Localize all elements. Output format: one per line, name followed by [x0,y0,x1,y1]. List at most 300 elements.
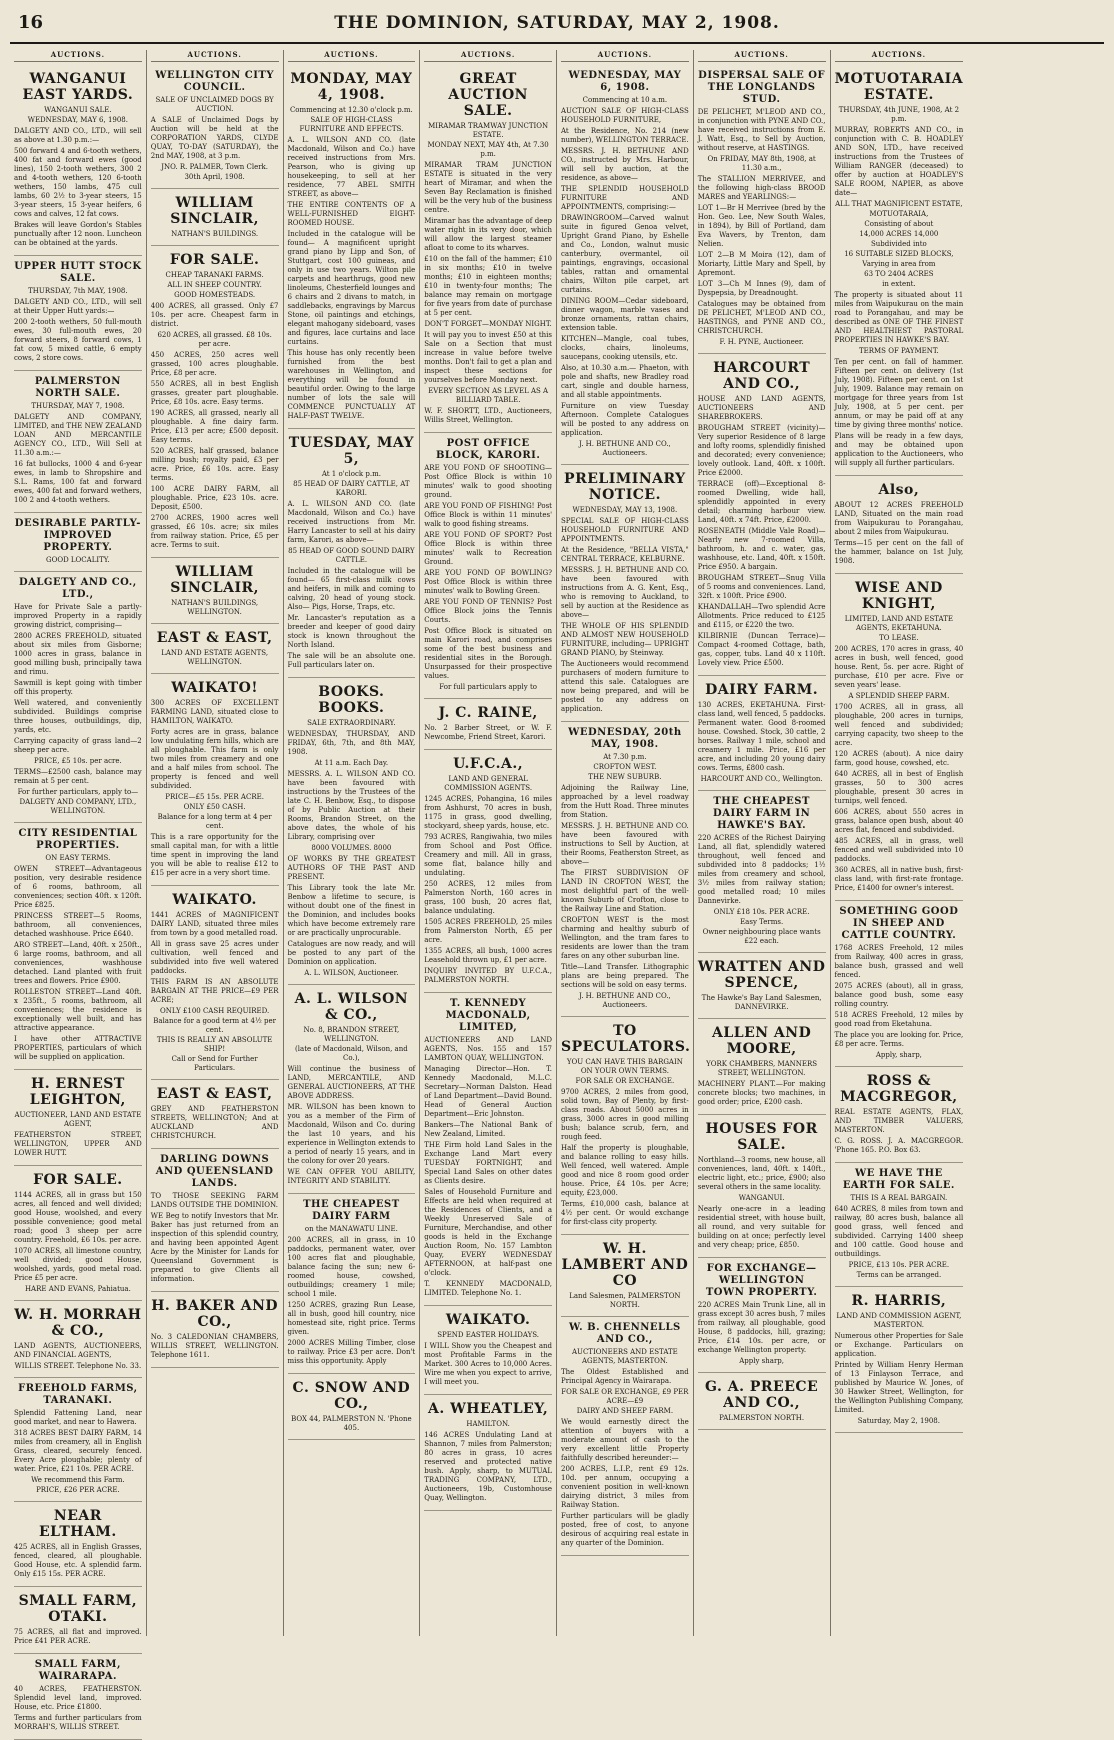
ad-text: Plans will be ready in a few days, and may be obtained upon application to the Auctioneers, who will supply all further particulars. [834,432,964,467]
ad-text: MIRAMAR TRAMWAY JUNCTION ESTATE. [428,122,549,139]
ad-title: FOR SALE. [33,1172,123,1188]
advertisement [835,901,964,1067]
ad-text: J. H. BETHUNE AND CO., Auctioneers. [578,992,671,1009]
ad-text: NATHAN'S BUILDINGS, WELLINGTON. [171,599,259,616]
advertisement [14,1070,142,1166]
ad-text: On FRIDAY, MAY 8th, 1908, at 11.30 a.m., [707,155,816,172]
ad-text: SALE OF UNCLAIMED DOGS BY AUCTION. [155,96,274,113]
ad-text: A. L. WILSON AND CO. (late Macdonald, Wilson and Co.) have received instructions from Mr. Harry Lancaster to sell at his dairy farm, Karori, as above— [287,500,416,544]
ad-title: FREEHOLD FARMS, TARANAKI. [18,1383,138,1406]
ad-text: TERMS OF PAYMENT. [858,347,939,355]
ad-text: ALL THAT MAGNIFICENT ESTATE, [835,200,963,208]
advertisement [561,1017,689,1235]
ad-text: Mr. Lancaster's reputation as a breeder and keeper of good dairy stock is known throughout the North Island. [287,614,416,649]
ad-text: At the Residence, "BELLA VISTA," CENTRAL TERRACE, KELBURNE. [561,546,689,563]
ad-text: 640 ACRES, 8 miles from town and railway, 80 acres bush, balance all good grass, well fenced and subdivided. Carrying 1400 sheep and 100 cattle. Good house and outbuildings. [834,1205,964,1258]
ad-title: THE CHEAPEST DAIRY FARM [303,1199,400,1222]
ad-text: WILLIS STREET. Telephone No. 33. [14,1362,142,1370]
ad-text: 16 fat bullocks, 1000 4 and 6-year ewes, in lamb to Shropshire and S.L. Rams, 100 fat and forward ewes, 400 fat and forward wethers, 100 2 and 4-tooth wethers. [14,460,142,504]
ad-text: FEATHERSTON STREET, WELLINGTON, UPPER AND LOWER HUTT. [14,1131,142,1157]
ad-text: Owner neighbouring place wants £22 each. [702,928,821,945]
ad-text: No. 8, BRANDON STREET, WELLINGTON. [303,1026,400,1043]
advertisement [151,246,279,558]
ad-text: Brakes will leave Gordon's Stables punctually after 12 noon. Luncheon can be obtained at the yards. [14,221,142,247]
ad-title: J. C. RAINE, [438,705,538,721]
ad-text: THE NEW SUBURB. [588,773,662,781]
column-header: AUCTIONS. [151,50,279,62]
ad-text: We recommend this Farm. [31,1476,125,1484]
advertisement [561,1317,689,1556]
ad-text: At 1 o'clock p.m. [321,470,381,478]
ad-title: EAST & EAST, [156,1086,273,1102]
advertisement [561,465,689,722]
advertisement [698,1258,826,1373]
ad-text: WEDNESDAY, MAY 13, 1908. [572,506,678,514]
ad-text: 300 ACRES OF EXCELLENT FARMING LAND, situated close to HAMILTON, WAIKATO. [150,699,279,725]
ad-text: MONDAY NEXT, MAY 4th, At 7.30 p.m. [427,141,549,158]
ad-text: REAL ESTATE AGENTS, FLAX, AND TIMBER VALUERS, MASTERTON. [834,1108,964,1134]
ad-text: THE ENTIRE CONTENTS OF A WELL-FURNISHED EIGHT-ROOMED HOUSE. [287,201,416,227]
ad-title: W. B. CHENNELLS AND CO., [568,1322,681,1345]
column-header: AUCTIONS. [424,50,552,62]
ad-text: Land Salesmen, PALMERSTON NORTH. [569,1292,681,1309]
ad-text: PRICE, £26 PER ACRE. [36,1486,120,1494]
advertisement [14,256,142,371]
ad-text: Sawmill is kept going with timber off this property. [14,679,142,696]
advertisement [14,1502,142,1587]
ad-text: YORK CHAMBERS, MANNERS STREET, WELLINGTON. [706,1060,818,1077]
advertisement [151,1080,279,1149]
ad-title: HOUSES FOR SALE. [705,1121,818,1153]
ad-text: Balance for a long term at 4 per cent. [157,813,272,830]
ad-text: It will pay you to invest £50 at this Sale on a Section that must increase in value before twelve months. Don't fail to get a plan and inspect these sections for yourselves before Monday next. [424,331,552,384]
ad-text: 63 TO 2404 ACRES [864,270,934,278]
ad-text: WE CAN OFFER YOU ABILITY, INTEGRITY AND STABILITY. [287,1168,416,1185]
ad-text: THURSDAY, 4th JUNE, 1908, At 2 p.m. [838,106,960,123]
ad-text: Terms—15 per cent on the fall of the hammer, balance on 1st July, 1908. [834,539,964,565]
advertisement [424,1395,552,1511]
ad-text: 500 forward 4 and 6-tooth wethers, 400 fat and forward ewes (good lines), 150 2-tooth wethers, 300 2 and 4-tooth wethers, 120 6-tooth wethers, 150 lambs, 475 cull lambs, 60 2½ to 3-year steers, 15 3-year steers, 15 3-year heifers, 6 cows and calves, 12 fat cows. [14,147,142,218]
advertisement [424,433,552,699]
ad-text: ARE YOU FOND OF SPORT? Post Office Block is within three minutes' walk to Recreation Ground. [424,531,552,566]
ad-text: 640 ACRES, all in best of English grasses, 50 to 300 acres ploughable, present 30 acres in turnips, well fenced. [834,770,964,805]
ad-title: SMALL FARM, OTAKI. [18,1593,138,1625]
ad-title: TO SPECULATORS. [561,1023,691,1055]
ad-text: NATHAN'S BUILDINGS. [171,230,259,238]
ad-text: Apply, sharp, [875,1051,922,1059]
ad-title: WAIKATO! [171,680,258,696]
ad-text: 520 ACRES, half grassed, balance milling bush; royalty paid, £3 per acre. Price, £6 10s. acre. Easy terms. [150,447,279,482]
ad-text: MACHINERY PLANT.—For making concrete blocks; two machines, in good order; price, £200 cash. [697,1080,826,1106]
ad-text: HARE AND EVANS, Pahiatua. [24,1285,131,1293]
ad-title: ALLEN AND MOORE, [712,1025,812,1057]
ad-title: DISPERSAL SALE OF THE LONGLANDS STUD. [698,70,826,105]
ad-text: DRAWINGROOM—Carved walnut suite in figured Genoa velvet, Upright Grand Piano, by Eshelle and Co., London, walnut music canterbury, overmantel, oil paintings, engravings, occasional tables, rattan and ornamental chairs, Wilton pile carpet, art curtains. [561,214,689,294]
column-header: AUCTIONS. [835,50,964,62]
ad-text: Miramar has the advantage of deep water right in its very door, which will allow the largest steamer afloat to come to its wharves. [424,217,552,252]
ad-text: Furniture on view Tuesday Afternoon. Complete Catalogues will be posted to any address on application. [561,402,689,437]
advertisement-columns [10,50,1104,1731]
ad-title: HARCOURT AND CO., [713,360,811,392]
advertisement [14,371,142,513]
ad-text: 120 ACRES (about). A nice dairy farm, good house, cowshed, etc. [834,750,964,767]
advertisement [288,1194,416,1374]
ad-title: MOTUOTARAIA ESTATE. [834,71,964,103]
advertisement [14,823,142,1070]
ad-text: 16 SUITABLE SIZED BLOCKS, [844,250,954,258]
ad-text: KILBIRNIE (Duncan Terrace)—Compact 4-roomed Cottage, bath, gas, copper, tubs. Land 40 x 110ft. Lovely view. Price £500. [697,632,826,667]
ad-text: Varying in area from [862,260,936,268]
ad-text: We would earnestly direct the attention of buyers with a moderate amount of cash to the very excellent little Property faithfully described hereunder:— [561,1418,689,1462]
ad-text: 220 ACRES of the Richest Dairying Land, all flat, splendidly watered throughout, well fenced and subdivided into 8 paddocks; 1½ miles from creamery and school, 3½ miles from railway station; good metalled road; 10 miles Dannevirke. [697,834,826,905]
advertisement [424,993,552,1306]
ad-title: THE CHEAPEST DAIRY FARM IN HAWKE'S BAY. [713,796,811,831]
ad-text: The place you are looking for. Price, £8 per acre. Terms. [834,1031,964,1048]
ad-text: LOT 3—Ch M Innes (9), dam of Dyspepsia, by Dreadnought. [697,280,826,297]
ad-text: AUCTIONEER, LAND AND ESTATE AGENT, [14,1111,142,1128]
column-1 [10,50,147,1731]
ad-text: MESSRS. A. L. WILSON AND CO. have been favoured with instructions by the Trustees of the late C. H. Benbow, Esq., to dispose of by Public Auction at their Rooms, Brandon Street, on the above dates, the whole of his Library, comprising over [287,770,416,841]
ad-text: I have other ATTRACTIVE PROPERTIES, particulars of which will be supplied on application. [14,1035,142,1061]
ad-text: HOUSE AND LAND AGENTS, AUCTIONEERS AND SHAREBROKERS. [697,395,826,421]
ad-text: ONLY £50 CASH. [183,803,246,811]
ad-text: A. L. WILSON AND CO. (late Macdonald, Wilson and Co.) have received instructions from Mrs. Pearson, who is giving up housekeeping, to sell at her residence, 77 ABEL SMITH STREET, as above— [287,136,416,198]
ad-text: £10 on the fall of the hammer; £10 in six months; £10 in twelve months; £10 in eighteen months; £10 in twenty-four months; The balance may remain on mortgage for five years from date of purchase at 5 per cent. [424,255,552,317]
ad-text: MURRAY, ROBERTS AND CO., in conjunction with C. B. HOADLEY AND SON, LTD., have received instructions from the Trustees of William RANGER (deceased) to offer by auction at HOADLEY'S SALE ROOM, NAPIER, as above date— [834,126,964,197]
ad-text: WANGANUI. [738,1194,785,1202]
ad-text: Post Office Block is situated on main Karori road, and comprises some of the best business and residential sites in the Borough. Unsurpassed for their prospective values. [424,627,552,680]
ad-text: PRINCESS STREET—5 Rooms, bathroom, all conveniences, detached washhouse. Price £640. [14,912,142,938]
ad-text: 318 ACRES BEST DAIRY FARM, 14 miles from creamery, all in English Grass, cleared, securely fenced. Every Acre ploughable; plenty of water. Price, £21 10s. PER ACRE. [14,1429,142,1473]
ad-text: J. H. BETHUNE AND CO., Auctioneers. [578,440,671,457]
ad-title: H. ERNEST LEIGHTON, [29,1076,126,1108]
ad-text: This is a rare opportunity for the small capital man, for with a little time spent in improving the land you will be able to realise £12 to £15 per acre in a very short time. [150,833,279,877]
column-7 [831,50,968,1636]
ad-title: R. HARRIS, [851,1293,947,1309]
column-2 [147,50,284,1636]
ad-text: THURSDAY, 7th MAY, 1908. [28,287,128,295]
ad-text: Further particulars will be gladly posted, free of cost, to anyone desirous of acquiring real estate in any quarter of the Dominion. [561,1512,689,1547]
ad-title: Also, [878,482,920,498]
ad-text: MESSRS. J. H. BETHUNE AND CO. have been favoured with instructions from A. G. Kent, Esq., who is removing to Auckland, to sell by auction at the Residence as above— [561,566,689,619]
ad-text: BOX 44, PALMERSTON N. 'Phone 405. [291,1415,412,1432]
ad-text: LOT 1—Br H Merrivee (bred by the Hon. Geo. Lee, New South Wales, in 1894), by Bill of Portland, dam Eva Wavers, by Trenton, dam Nelien. [697,204,826,248]
ad-text: No. 3 CALEDONIAN CHAMBERS, WILLIS STREET, WELLINGTON. Telephone 1611. [150,1333,279,1359]
ad-text: THURSDAY, MAY 7, 1908. [31,402,125,410]
ad-title: G. A. PREECE AND CO., [705,1379,819,1411]
ad-text: THE SPLENDID HOUSEHOLD FURNITURE AND APPOINTMENTS, comprising:— [561,185,689,211]
advertisement [14,572,142,823]
ad-text: Title—Land Transfer. Lithographic plans are being prepared. The sections will be sold on easy terms. [561,963,689,989]
ad-text: For full particulars apply to [439,683,537,691]
advertisement [151,558,279,624]
ad-title: BOOKS. BOOKS. [318,684,385,716]
advertisement [561,65,689,465]
ad-text: Catalogues may be obtained from DE PELICHET, M'LEOD AND CO., HASTINGS, and PYNE AND CO., CHRISTCHURCH. [697,300,826,335]
ad-title: DALGETY AND CO., LTD., [18,577,137,600]
ad-text: DE PELICHET, M'LEOD AND CO., in conjunction with PYNE AND CO., have received instructions from E. J. Watt, Esq., to Sell by Auction, without reserve, at HASTINGS. [697,108,826,152]
ad-text: 220 ACRES Main Trunk Line, all in grass except 30 acres bush, 7 miles from railway, all ploughable, good House, 8 paddocks, hill, grazing; Price, £14 10s. per acre, or exchange Wellington property. [697,1301,826,1354]
ad-title: ROSS & MACGREGOR, [840,1073,958,1105]
ad-text: Easy Terms. [740,918,784,926]
ad-text: MESSRS. J. H. BETHUNE AND CO. have been favoured with instructions to Sell by Auction, at their Rooms, Featherston Street, as above— [561,822,689,866]
ad-text: Catalogues are now ready, and will be posted to any part of the Dominion on application. [287,940,416,966]
ad-text: FOR SALE OR EXCHANGE, £9 PER ACRE—£9 [561,1388,689,1405]
ad-text: The STALLION MERRIVEE, and the following high-class BROOD MARES and YEARLINGS:— [697,175,826,201]
page-number: 16 [18,12,44,33]
ad-text: Managing Director—Hon. T. Kennedy Macdonald, M.L.C. Secretary—Norman Dalston. Head of Land Department—David Bound. Head of General Auction Department—Eric Johnston. [424,1065,552,1118]
ad-text: MOTUOTARAIA, [869,210,929,218]
advertisement [288,429,416,678]
ad-text: 1355 ACRES, all bush, 1000 acres Leasehold thrown up, £1 per acre. [424,947,552,964]
ad-text: Half the property is ploughable, and balance rolling to easy hills. Well fenced, well watered. Ample good and nice 8 room good order house. Price, £4 10s. per Acre; equity, £23,000. [561,1144,689,1197]
advertisement [288,65,416,429]
ad-text: ABOUT 12 ACRES FREEHOLD LAND, Situated on the main road from Waipukurau to Porangahau, about 2 miles from Waipukurau. [834,501,964,536]
ad-text: This Library took the late Mr. Benbow a lifetime to secure, is without doubt one of the finest in the Dominion, and includes books which have become extremely rare or are practically unprocurable. [287,884,416,937]
ad-title: SOMETHING GOOD IN SHEEP AND CATTLE COUNTRY. [839,906,959,941]
ad-title: PRELIMINARY NOTICE. [564,471,686,503]
column-header: AUCTIONS. [561,50,689,62]
ad-text: Consisting of about [864,220,934,228]
ad-text: WEDNESDAY, MAY 6, 1908. [27,116,128,124]
advertisement [14,1301,142,1378]
ad-text: 425 ACRES, all in English Grasses, fenced, cleared, all ploughable. Good House, etc. A splendid farm. Only £15 15s. PER ACRE. [14,1543,142,1578]
ad-text: Terms and further particulars from MORRAH'S, WILLIS STREET. [14,1714,142,1731]
ad-text: Included in the catalogue will be found— 65 first-class milk cows and heifers, in milk and coming to calving, 20 head of young stock. Also— Pigs, Horse, Traps, etc. [287,567,416,611]
ad-text: MR. WILSON has been known to you as a member of the Firm of Macdonald, Wilson and Co. during the last 10 years, and his experience in Wellington extends to a period of nearly 15 years, and in the colony for over 20 years. [287,1103,416,1165]
ad-text: GOOD LOCALITY. [46,556,110,564]
ad-text: A SPLENDID SHEEP FARM. [848,692,950,700]
ad-text: PALMERSTON NORTH. [719,1414,805,1422]
column-header: AUCTIONS. [14,50,142,62]
ad-title: UPPER HUTT STOCK SALE. [14,261,142,284]
column-6 [694,50,831,1636]
ad-text: 2700 ACRES, 1900 acres well grassed, £6 10s. acre; six miles from railway station. Price, £5 per acre. Terms to suit. [150,514,279,549]
column-header: AUCTIONS. [288,50,416,62]
ad-text: (late of Macdonald, Wilson, and Co.), [295,1045,408,1062]
ad-text: ONLY £100 CASH REQUIRED. [160,1007,270,1015]
ad-text: DAIRY AND SHEEP FARM. [576,1407,674,1415]
advertisement [698,676,826,791]
ad-title: WE HAVE THE EARTH FOR SALE. [842,1168,955,1191]
ad-text: CROFTON WEST is the most charming and healthy suburb of Wellington, and the tram fares to residents are lower than the tram fares on any other suburban line. [561,916,689,960]
ad-text: CHEAP TARANAKI FARMS. [165,271,264,279]
advertisement [698,65,826,354]
ad-text: ARE YOU FOND OF SHOOTING— Post Office Block is within 10 minutes' walk to good shooting ground. [424,464,552,499]
advertisement [835,1163,964,1287]
ad-title: WEDNESDAY, MAY 6, 1908. [568,70,682,93]
ad-text: Adjoining the Railway Line, approached by a level roadway from the Hutt Road. Three minutes from Station. [561,784,689,819]
advertisement [14,1654,142,1740]
advertisement [698,953,826,1019]
ad-text: 360 ACRES, all in native bush, first-class land, with first-rate frontage. Price, £1400 for owner's interest. [834,866,964,892]
ad-text: 250 ACRES, 12 miles from Palmerston North, 160 acres in grass, 100 bush, 20 acres flat, balance undulating. [424,880,552,915]
ad-text: LAND AND ESTATE AGENTS, WELLINGTON. [161,649,269,666]
ad-text: in extent. [882,280,916,288]
ad-text: 85 HEAD OF DAIRY CATTLE, AT KARORI. [293,480,410,497]
ad-text: This house has only recently been furnished from the best warehouses in Wellington, and everything will be found in beautiful order. Owing to the large number of lots the sale will COMMENCE PUNCTUALLY AT HALF-PAST TWELVE. [287,349,416,420]
ad-text: THIS IS A REAL BARGAIN. [850,1194,948,1202]
advertisement [14,1378,142,1502]
ad-text: The Hawke's Bay Land Salesmen, DANNEVIRKE. [701,994,822,1011]
ad-text: PRICE, £5 10s. per acre. [34,757,122,765]
ad-text: Terms can be arranged. [856,1271,942,1279]
ad-title: WRATTEN AND SPENCE, [697,959,826,991]
ad-text: At 11 a.m. Each Day. [314,759,389,767]
ad-text: 100 ACRE DAIRY FARM, all ploughable. Price, £23 10s. acre. Deposit, £500. [150,485,279,511]
ad-title: FOR EXCHANGE—WELLINGTON TOWN PROPERTY. [705,1263,818,1298]
advertisement [835,65,964,476]
ad-text: Commencing at 12.30 o'clock p.m. [289,106,413,114]
advertisement [151,1149,279,1292]
column-4 [420,50,557,1636]
ad-text: ARE YOU FOND OF FISHING! Post Office Block is within 11 minutes' walk to good fishing streams. [424,502,552,528]
ad-text: Commencing at 10 a.m. [582,96,668,104]
ad-title: H. BAKER AND CO., [151,1298,279,1330]
ad-text: Apply sharp, [739,1357,784,1365]
ad-text: 30th April, 1908. [184,173,245,181]
ad-text: 40 ACRES, FEATHERSTON. Splendid level land, improved. House, etc. Price £1800. [14,1685,142,1711]
advertisement [14,1166,142,1301]
ad-text: 200 ACRES, 170 acres in grass, 40 acres in bush, well fenced, good house. Rent, 5s. per acre. Right of purchase, £10 per acre. Five or seven years' lease. [834,645,964,689]
advertisement [424,65,552,433]
ad-title: CITY RESIDENTIAL PROPERTIES. [18,828,138,851]
ad-text: 14,000 ACRES 14,000 [859,230,939,238]
advertisement [835,476,964,574]
ad-text: The sale will be an absolute one. Full particulars later on. [287,652,416,669]
ad-text: 1245 ACRES, Pohangina, 16 miles from Ashhurst, 70 acres in bush, 1175 in grass, good dwelling, stockyard, sheep yards, house, etc. [424,795,552,830]
ad-text: WANGANUI SALE. [44,106,112,114]
ad-title: SMALL FARM, WAIRARAPA. [34,1659,121,1682]
advertisement [151,624,279,674]
ad-text: HARCOURT AND CO., Wellington. [700,775,823,783]
advertisement [14,65,142,256]
column-header: AUCTIONS. [698,50,826,62]
ad-text: THIS FARM IS AN ABSOLUTE BARGAIN AT THE PRICE—£9 PER ACRE; [150,978,279,1004]
ad-text: 190 ACRES, all grassed, nearly all ploughable. A fine dairy farm. Price, £13 per acre; £500 deposit. Easy terms. [150,409,279,444]
column-3 [284,50,421,1636]
ad-text: I WILL Show you the Cheapest and most Profitable Farms in the Market. 300 Acres to 10,000 Acres. Wire me when you expect to arrive, I will meet you. [424,1342,552,1386]
ad-title: GREAT AUCTION SALE. [448,71,528,119]
ad-text: 518 ACRES Freehold, 12 miles by good road from Eketahuna. [834,1011,964,1028]
advertisement [14,1587,142,1654]
ad-title: EAST & EAST, [156,630,273,646]
ad-text: No. 2 Barber Street, or W. F. Newcombe, Friend Street, Karori. [424,724,552,741]
ad-text: Carrying capacity of grass land—2 sheep per acre. [14,737,142,754]
ad-text: DON'T FORGET—MONDAY NIGHT. [424,320,552,328]
ad-text: Have for Private Sale a partly-improved Property in a rapidly growing district, comprising— [14,603,142,629]
ad-text: JNO. R. PALMER, Town Clerk. [161,163,269,171]
advertisement [288,678,416,985]
ad-text: 200 ACRES, all in grass, in 10 paddocks, permanent water, over 100 acres flat and ploughable, balance facing the sun; new 6-roomed house, cowshed, outbuildings; creamery 1 mile; school 1 mile. [287,1236,416,1298]
ad-title: DESIRABLE PARTLY-IMPROVED PROPERTY. [14,518,141,553]
ad-title: NEAR ELTHAM. [38,1508,117,1540]
ad-text: Forty acres are in grass, balance low undulating fern hills, which are all ploughable. This farm is only two miles from creamery and one and a half miles from school. The property is fenced and well subdivided. [150,728,279,790]
column-5 [557,50,694,1636]
ad-title: WILLIAM SINCLAIR, [170,195,260,227]
ad-text: Printed by William Henry Herman of 13 Finlayson Terrace, and published by Maurice W. Jones, of 30 Hawker Street, Wellington, for the Wellington Publishing Company, Limited. [834,1361,964,1414]
advertisement [288,1374,416,1440]
ad-title: WAIKATO. [445,1312,531,1328]
ad-text: T. KENNEDY MACDONALD, LIMITED. Telephone No. 1. [424,1280,552,1297]
ad-text: 130 ACRES, EKETAHUNA. First-class land, well fenced, 5 paddocks. Permanent water. Good 8-roomed house. Cowshed. Stock, 30 cattle, 2 horses. Railway 1 mile, school and creamery 1 mile. Price, £16 per acre, and including 20 young dairy cows. Terms, £800 cash. [697,701,826,772]
ad-text: BROUGHAM STREET (vicinity)—Very superior Residence of 8 large and lofty rooms, splendidly finished and decorated; every convenience; lovely outlook. Land, 40ft. x 100ft. Price £2000. [697,424,826,477]
ad-text: W. F. SHORTT, LTD., Auctioneers, Willis Street, Wellington. [424,407,552,424]
ad-text: EVERY SECTION AS LEVEL AS A BILLIARD TABLE. [428,387,549,404]
ad-text: 400 ACRES, all grassed. Only £7 10s. per acre. Cheapest farm in district. [150,302,279,328]
ad-text: At the Residence, No. 214 (new number), WELLINGTON TERRACE. [561,127,689,144]
advertisement [835,1287,964,1433]
ad-text: DINING ROOM—Cedar sideboard, dinner wagon, marble vases and bronze ornaments, rattan chairs, extension table. [561,297,689,332]
ad-title: MONDAY, MAY 4, 1908. [290,71,413,103]
ad-title: WAIKATO. [172,892,257,908]
ad-text: ALL IN SHEEP COUNTRY. [167,281,262,289]
ad-text: 793 ACRES, Rangiwahia, two miles from School and Post Office. Creamery and mill. All in grass, some flat, balance hilly and undulating. [424,833,552,877]
ad-text: For further particulars, apply to— [17,788,139,796]
ad-text: TERRACE (off)—Exceptional 8-roomed Dwelling, wide hall, splendidly appointed in every detail; charming harbour view. Land, 40ft. x 74ft. Price, £2000. [697,480,826,524]
ad-text: WE Beg to notify Investors that Mr. Baker has just returned from an inspection of this splendid country, and having been appointed Agent Acre by the Minister for Lands for Queensland Government is prepared to give Clients all information. [150,1212,279,1283]
ad-text: PRICE, £13 10s. PER ACRE. [848,1261,950,1269]
ad-text: Saturday, May 2, 1908. [857,1417,940,1425]
ad-title: POST OFFICE BLOCK, KARORI. [435,438,541,461]
ad-text: GREY AND FEATHERSTON STREETS, WELLINGTON; And at AUCKLAND AND CHRISTCHURCH. [150,1105,279,1140]
ad-text: ARE YOU FOND OF TENNIS? Post Office Block joins the Tennis Courts. [424,598,552,624]
ad-text: LAND AND GENERAL COMMISSION AGENTS. [444,775,533,792]
ad-text: Splendid Fattening Land, near good market, and near to Hawera. [14,1409,142,1426]
ad-text: SALE EXTRAORDINARY. [307,719,396,727]
ad-text: LOT 2—B M Moira (12), dam of Moriarty, Little Mary and Spell, by Apremont. [697,251,826,277]
advertisement [424,699,552,750]
advertisement [14,513,142,572]
ad-title: PALMERSTON NORTH SALE. [34,376,121,399]
ad-text: DALGETY AND CO., LTD., will sell as above at 1.30 p.m.:— [14,127,142,144]
ad-text: A SALE of Unclaimed Dogs by Auction will be held at the CORPORATION YARDS, CLYDE QUAY, TO-DAY (SATURDAY), the 2nd MAY, 1908, at 3 p.m. [150,116,279,160]
ad-text: Northland—3 rooms, new house, all conveniences, land, 40ft. x 140ft., electric light, etc.; price, £900; also several others in the same locality. [697,1156,826,1191]
ad-text: PRICE—£5 15s. PER ACRE. [165,793,264,801]
ad-text: Call or Send for Further Particulars. [171,1055,258,1072]
ad-text: C. G. ROSS. J. A. MACGREGOR. 'Phone 165. P.O. Box 63. [834,1137,964,1154]
ad-text: A. L. WILSON, Auctioneer. [304,969,399,977]
ad-text: Balance for a good term at 4½ per cent. [153,1017,276,1034]
ad-text: F. H. PYNE, Auctioneer. [719,338,804,346]
ad-text: Sales of Household Furniture and Effects are held when required at the Residences of Clients, and a Weekly Unreserved Sale of Furniture, Merchandise, and other goods is held in the Exchange Auction Room, No. 157 Lambton Quay, EVERY WEDNESDAY AFTERNOON, at half-past one o'clock. [424,1188,552,1277]
ad-text: 1250 ACRES, grazing Run Lease, all in bush, good hill country, nice homestead site, right price. Terms given. [287,1301,416,1336]
ad-text: ARO STREET—Land, 40ft. x 250ft., 6 large rooms, bathroom, and all conveniences, washhouse detached. Land planted with fruit trees and flowers. Price £900. [14,941,142,985]
ad-text: AUCTION SALE OF HIGH-CLASS HOUSEHOLD FURNITURE, [561,107,689,124]
ad-text: The Auctioneers would recommend purchasers of modern furniture to attend this sale. Catalogues are now being prepared, and will be posted to any address on application. [561,660,689,713]
newspaper-title: THE DOMINION, SATURDAY, MAY 2, 1908. [334,13,780,33]
ad-text: LAND AND COMMISSION AGENT, MASTERTON. [836,1312,962,1329]
ad-text: KHANDALLAH—Two splendid Acre Allotments. Price reduced to £125 and £115, or £220 the two. [697,603,826,629]
advertisement [698,1115,826,1258]
ad-text: TO THOSE SEEKING FARM LANDS OUTSIDE THE DOMINION. [150,1192,279,1209]
ad-text: ARE YOU FOND OF BOWLING? Post Office Block is within three minutes' walk to Bowling Green. [424,569,552,595]
ad-title: W. H. LAMBERT AND CO [561,1241,689,1289]
advertisement [288,985,416,1194]
ad-text: 8000 VOLUMES. 8000 [311,844,392,852]
advertisement [424,1306,552,1395]
ad-text: 75 ACRES, all flat and improved. Price £41 PER ACRE. [14,1628,142,1645]
ad-text: 606 ACRES, about 550 acres in grass, balance open bush, about 40 acres flat, fenced and subdivided. [834,808,964,834]
ad-text: 200 ACRES, L.I.P., rent £9 12s. 10d. per annum, occupying a convenient position in well-known dairying district, 3 miles from Railway Station. [561,1465,689,1509]
ad-text: HAMILTON. [466,1420,510,1428]
advertisement [835,574,964,901]
ad-text: on the MANAWATU LINE. [304,1225,398,1233]
ad-text: 1505 ACRES FREEHOLD, 25 miles from Palmerston North, £5 per acre. [424,918,552,944]
ad-title: WELLINGTON CITY COUNCIL. [155,70,274,93]
ad-text: Bankers—The National Bank of New Zealand, Limited. [424,1121,552,1138]
ad-text: 2075 ACRES (about), all in grass, balance good bush, some easy rolling country. [834,982,964,1008]
